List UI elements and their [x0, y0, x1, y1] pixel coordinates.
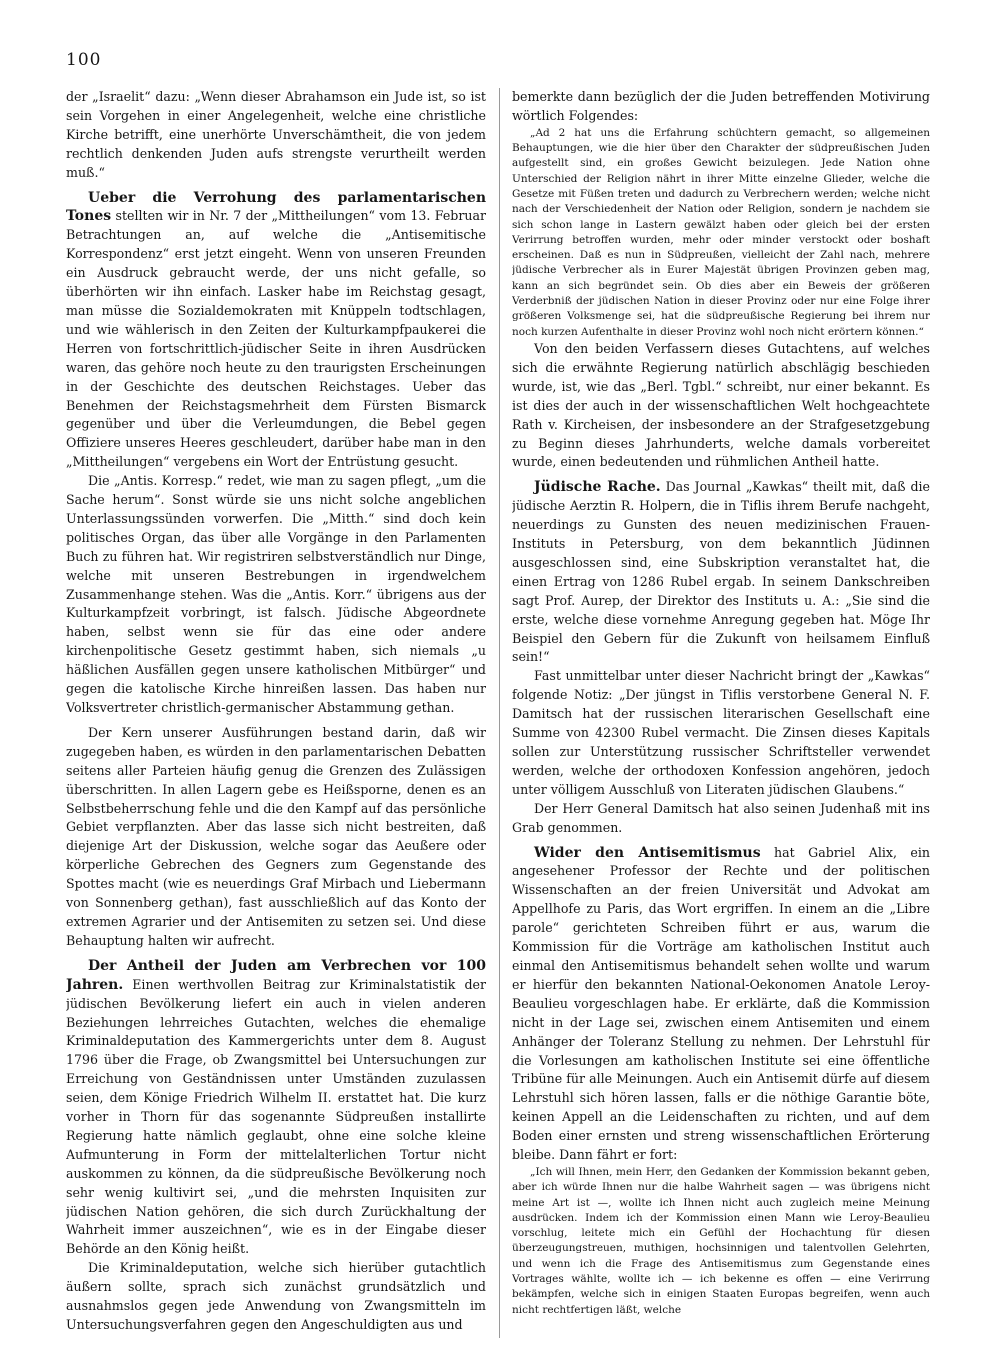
left-column — [66, 88, 486, 1338]
article-body: stellten wir in Nr. 7 der „Mittheilungen“ vom 13. Februar Betrachtungen an, auf welche die „Antisemitische Korrespondenz“ erst jetzt eingeht. Wenn von unseren Freunden ein Ausdruck gebraucht werde, der uns nicht gefalle, so überhörten wir ihn einfach. Lasker habe im Reichstag gesagt, man müsse die Sozialdemokraten mit Knüppeln todtschlagen, und wie wählerisch in den Zeiten der Kulturkampfpaukerei die Herren von fortschrittlich-jüdischer Seite in ihren Ausdrücken waren, das gehöre noch heute zu den traurigsten Erscheinungen in der Geschichte des deutschen Reichstages. Ueber das Benehmen der Reichstagsmehrheit dem Fürsten Bismarck gegenüber und über die Verleumdungen, die Bebel gegen Offiziere unseres Heeres geschleudert, darüber habe man in den „Mittheilungen“ vergebens ein Wort der Entrüstung gesucht. — [66, 208, 486, 470]
article-body: Einen werthvollen Beitrag zur Kriminalstatistik der jüdischen Bevölkerung liefert ein auch in vielen anderen Beziehungen lehrreiches Gutachten, welches die ehemalige Kriminaldeputation des Kammergerichts unter dem 8. August 1796 über die Frage, ob Zwangsmittel bei Untersuchungen zur Erreichung von Geständnissen unter Umständen zuzulassen seien, dem Könige Friedrich Wilhelm II. erstattet hat. Die kurz vorher in Thorn für das sogenannte Südpreußen installirte Regierung hatte nämlich geglaubt, ohne eine solche kleine Aufmunterung in Form der mittelalterlichen Tortur nicht auskommen zu können, da die südpreußische Bevölkerung noch sehr wenig kultivirt sei, „und die mehrsten Inquisiten zur jüdischen Nation gehören, die sich durch Zurückhaltung der Wahrheit immer auszeichnen“, wie es in der Eingabe dieser Behörde an den König heißt. — [66, 976, 486, 1257]
article-heading: Ueber die Verrohung des parlamentarischen Tones — [66, 189, 486, 225]
article-body: hat Gabriel Alix, ein angesehener Professor der Rechte und der politischen Wissenschaften an der freien Universität und Advokat am Appellhofe zu Paris, das Wort ergriffen. In einem an die „Libre parole“ gerichteten Schreiben führt er aus, warum die Kommission für die Vorträge am katholischen Institut auch einmal den Antisemitismus behandelt sehen wollte und warum er hierfür den bekannten National-Oekonomen Anatole Leroy-Beaulieu vorgeschlagen habe. Er erklärte, daß die Kommission nicht in der Lage sei, zwischen einem Antisemiten und einem Anhänger der Toleranz Stellung zu nehmen. Der Lehrstuhl für die Vorlesungen am katholischen Institute sei eine öffentliche Tribüne für alle Meinungen. Auch ein Antisemit dürfe auf diesem Lehrstuhl sich hören lassen, falls er die nöthige Garantie böte, keinen Appell an die Leidenschaften zu richten, und auf dem Boden einer ernsten und streng wissenschaftlichen Erörterung bleibe. Dann fährt er fort: — [512, 844, 930, 1163]
paragraph: Von den beiden Verfassern dieses Gutachtens, auf welches sich die erwähnte Regierung natürlich abschlägig beschieden wurde, ist, wie das „Berl. Tgbl.“ schreibt, nur einer bekannt. Es ist dies der auch in der wissenschaftlichen Welt hochgeachtete Rath v. Kircheisen, der insbesondere an der Strafgesetzgebung zu Beginn dieses Jahrhunderts, welche damals vorbereitet wurde, einen bedeutenden und rühmlichen Antheil hatte. — [512, 340, 930, 470]
article-heading: Wider den Antisemitismus — [534, 844, 761, 861]
article-verrohung — [66, 189, 486, 473]
paragraph: Die „Antis. Korresp.“ redet, wie man zu sagen pflegt, „um die Sache herum“. Sonst würde sie uns nicht solche angeblichen Unterlassungssünden vorwerfen. Die „Mitth.“ sind doch kein politisches Organ, das über alle Vorgänge in den Parlamenten Buch zu führen hat. Wir registriren selbstverständlich nur Dinge, welche mit unseren Bestrebungen in irgendwelchem Zusammenhange stehen. Was die „Antis. Korr.“ übrigens aus der Kulturkampfzeit vorbringt, ist falsch. Jüdische Abgeordnete haben, selbst wenn sie für das eine oder andere kirchenpolitische Gesetz gestimmt haben, sich niemals „u häßlichen Ausfällen gegen unsere katholischen Mitbürger“ und gegen die katolische Kirche hinreißen lassen. Das haben nur Volksvertreter christlich-germanischer Abstammung gethan. — [66, 473, 486, 715]
paragraph: Der Herr General Damitsch hat also seinen Judenhaß mit ins Grab genommen. — [512, 800, 930, 835]
article-antheil-juden — [66, 957, 486, 1260]
paragraph: Die Kriminaldeputation, welche sich hierüber gutachtlich äußern sollte, sprach sich zunächst grundsätzlich und ausnahmslos gegen jede Anwendung von Zwangsmitteln im Untersuchungsverfahren gegen den Angeschuldigten aus und — [66, 1260, 486, 1332]
block-quote: „Ad 2 hat uns die Erfahrung schüchtern gemacht, so allgemeinen Behauptungen, wie die hier über den Charakter der südpreußischen Juden aufgestellt sind, ein großes Gewicht beizulegen. Jede Nation ohne Unterschied der Religion nährt in ihrer Mitte einzelne Glieder, welche die Gesetze mit Füßen treten und dadurch zu Verbrechern werden; welche nicht nach der Verschiedenheit der Nation oder Religion, sondern je nachdem sie sich schon lange in Lastern gewälzt haben oder gleich bei der ersten Verirrung betroffen wurden, mehr oder minder verstockt oder boshaft erscheinen. Daß es nun in Südpreußen, vielleicht der Zahl nach, mehrere jüdische Verbrecher als in Eurer Majestät übrigen Provinzen geben mag, kann an sich begründet sein. Ob dies aber ein Beweis der größeren Verderbniß der jüdischen Nation in dieser Provinz oder nur eine Folge ihrer größeren Volksmenge sei, hat die südpreußische Regierung bei ihrem nur noch kurzen Aufenthalte in dieser Provinz wohl noch nicht erörtern können.“ — [512, 126, 930, 338]
paragraph: Der Kern unserer Ausführungen bestand darin, daß wir zugegeben haben, es würden in den parlamentarischen Debatten seitens aller Parteien häufig genug die Grenzen des Zulässigen überschritten. In allen Lagern gebe es Heißsporne, denen es an Selbstbeherrschung fehle und die den Kampf auf das persönliche Gebiet verpflanzten. Aber das lasse sich nicht bestreiten, daß diejenige Art der Diskussion, welche sogar das Aeußere oder körperliche Gebrechen des Gegners zum Gegenstande des Spottes macht (wie es neuerdings Graf Mirbach und Liebermann von Sonnenberg gethan), fast ausschließlich auf das Konto der extremen Agrarier und der Antisemiten zu setzen sei. Und diese Behauptung halten wir aufrecht. — [66, 724, 486, 948]
article-juedische-rache — [512, 478, 930, 667]
article-body: Das Journal „Kawkas“ theilt mit, daß die jüdische Aerztin R. Holpern, die in Tiflis ihrem Berufe nachgeht, neuerdings zu Gunsten des neuen medizinischen Frauen-Instituts in Petersburg, von dem bekanntlich Jüdinnen ausgeschlossen sind, eine Subskription veranstaltet hat, die einen Ertrag von 1286 Rubel ergab. In seinem Dankschreiben sagt Prof. Aurep, der Direktor des Instituts u. A.: „Sie sind die erste, welche diese vornehme Anregung gegeben hat. Möge Ihr Beispiel den Gebern für die Zukunft von heilsamem Einfluß sein!“ — [512, 479, 930, 665]
block-quote: „Ich will Ihnen, mein Herr, den Gedanken der Kommission bekannt geben, aber ich würde Ihnen nur die halbe Wahrheit sagen — was übrigens nicht meine Art ist —, wollte ich Ihnen nicht auch zugleich meine Meinung ausdrücken. Indem ich der Kommission einen Mann wie Leroy-Beaulieu vorschlug, leitete mich ein Gefühl der Hochachtung für diesen überzeugungstreuen, muthigen, hochsinnigen und talentvollen Gelehrten, und wenn ich die Frage des Antisemitismus zum Gegenstande eines Vortrages wählte, wollte ich — ich bekenne es offen — eine Verirrung bekämpfen, welche sich in einigen Staaten Europas begreifen, wenn auch nicht rechtfertigen läßt, welche — [512, 1165, 930, 1316]
page-number: 100 — [66, 50, 102, 70]
right-column — [512, 88, 930, 1338]
article-heading: Der Antheil der Juden am Verbrechen vor 100 Jahren. — [66, 957, 486, 993]
paragraph-israelit-quote: der „Israelit“ dazu: „Wenn dieser Abrahamson ein Jude ist, so ist sein Vorgehen in einer Angelegenheit, welche eine christliche Kirche betrifft, eine unerhörte Unverschämtheit, die von jedem rechtlich denkenden Juden aufs strengste verurtheilt werden muß.“ — [66, 89, 486, 180]
paragraph: bemerkte dann bezüglich der die Juden betreffenden Motivirung wörtlich Folgendes: — [512, 89, 930, 123]
paragraph: Fast unmittelbar unter dieser Nachricht bringt der „Kawkas“ folgende Notiz: „Der jüngst in Tiflis verstorbene General N. F. Damitsch hat der russischen literarischen Gesellschaft eine Summe von 42300 Rubel vermacht. Die Zinsen dieses Kapitals sollen zur Unterstützung russischer Schriftsteller verwendet werden, welche der orthodoxen Konfession angehören, jedoch unter völligem Ausschluß von Literaten jüdischen Glaubens.“ — [512, 668, 930, 797]
column-divider — [499, 88, 500, 1338]
article-wider-antisemitismus — [512, 844, 930, 1165]
article-heading: Jüdische Rache. — [534, 479, 661, 496]
